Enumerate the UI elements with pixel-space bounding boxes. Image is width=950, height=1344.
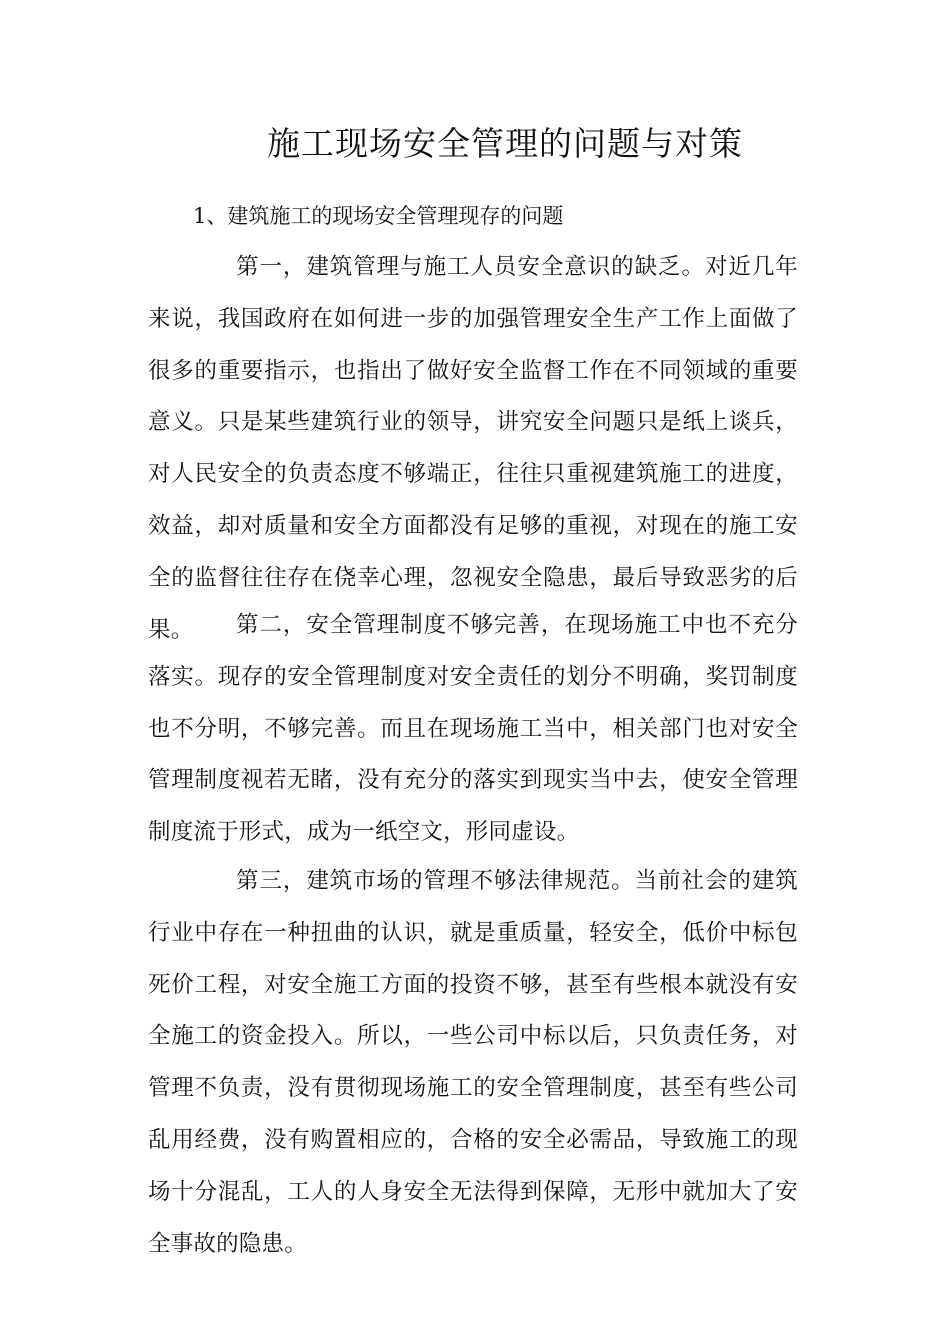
section-heading: 1、建筑施工的现场安全管理现存的问题: [193, 204, 564, 228]
paragraph-2: 第二，安全管理制度不够完善，在现场施工中也不充分落实。现存的安全管理制度对安全责任的划分不明确，奖罚制度也不分明，不够完善。而且在现场施工当中，相关部门也对安全管理制度视若无睹，没有充分的落实到现实当中去，使安全管理制度流于形式，成为一纸空文，形同虚设。: [148, 612, 798, 846]
paragraph-3: 第三，建筑市场的管理不够法律规范。当前社会的建筑行业中存在一种扭曲的认识，就是重质量，轻安全，低价中标包死价工程，对安全施工方面的投资不够，甚至有些根本就没有安全施工的资金投入。所以，一些公司中标以后，只负责任务，对管理不负责，没有贯彻现场施工的安全管理制度，甚至有些公司乱用经费，没有购置相应的，合格的安全必需品，导致施工的现场十分混乱，工人的人身安全无法得到保障，无形中就加大了安全事故的隐患。: [148, 868, 798, 1257]
document-title: 施工现场安全管理的问题与对策: [267, 124, 743, 163]
paragraph-1: 第一，建筑管理与施工人员安全意识的缺乏。对近几年来说，我国政府在如何进一步的加强管理安全生产工作上面做了很多的重要指示，也指出了做好安全监督工作在不同领域的重要意义。只是某些建筑行业的领导，讲究安全问题只是纸上谈兵，对人民安全的负责态度不够端正，往往只重视建筑施工的进度，效益，却对质量和安全方面都没有足够的重视，对现在的施工安全的监督往往存在侥幸心理，忽视安全隐患，最后导致恶劣的后果。: [148, 254, 798, 643]
